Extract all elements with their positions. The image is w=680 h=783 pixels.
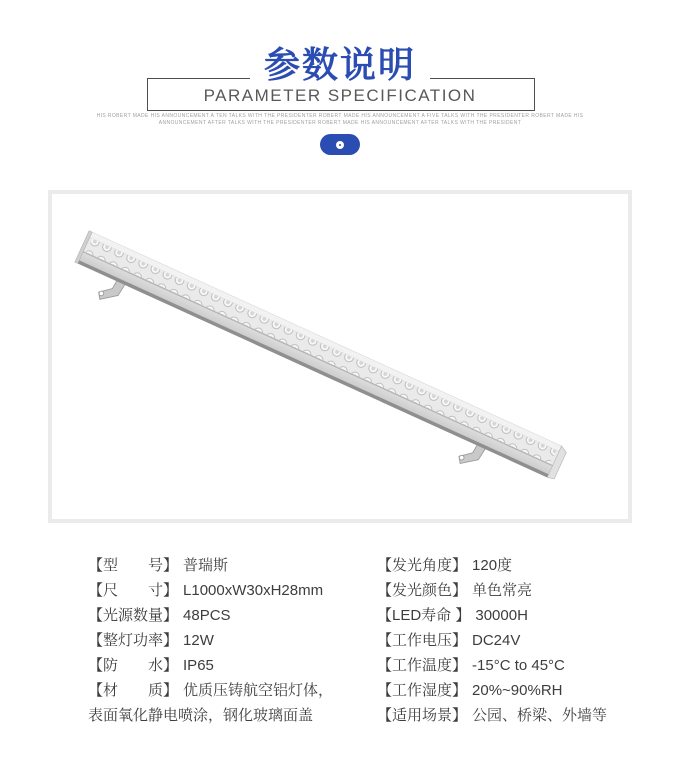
spec-label: 【材 质】 xyxy=(88,682,179,699)
bar-groove xyxy=(83,251,553,466)
spec-label: 【适用场景】 xyxy=(377,707,468,724)
spec-value: 普瑞斯 xyxy=(183,557,229,574)
spec-value: 单色常亮 xyxy=(472,582,533,599)
spec-label: 【防 水】 xyxy=(88,657,179,674)
spec-row-size xyxy=(88,578,333,603)
spec-row-beam-angle xyxy=(377,553,607,578)
spec-row-power xyxy=(88,628,333,653)
spec-label: 【LED寿命 】 xyxy=(377,607,471,624)
spec-label: 【光源数量】 xyxy=(88,607,179,624)
spec-label: 【发光角度】 xyxy=(377,557,468,574)
spec-value: 48PCS xyxy=(183,607,231,624)
spec-value: 20%~90%RH xyxy=(472,682,563,699)
led-strip xyxy=(86,239,556,464)
spec-label: 【整灯功率】 xyxy=(88,632,179,649)
bar-bottom-edge xyxy=(78,260,549,477)
spec-label: 【工作湿度】 xyxy=(377,682,468,699)
bar-top-rim xyxy=(90,232,562,451)
spec-column-right xyxy=(377,553,607,728)
decorative-filler-text xyxy=(0,113,680,127)
led-bar xyxy=(65,231,568,502)
spec-value: DC24V xyxy=(472,632,521,649)
page-subtitle: PARAMETER SPECIFICATION xyxy=(203,86,477,105)
spec-value: 优质压铸航空铝灯体， xyxy=(183,682,334,699)
ring-icon xyxy=(336,141,344,149)
spec-label: 【型 号】 xyxy=(88,557,179,574)
spec-label: 【尺 寸】 xyxy=(88,582,179,599)
spec-row-material-cont xyxy=(88,703,333,728)
spec-value: 公园、桥梁、外墙等 xyxy=(472,707,608,724)
spec-row-voltage xyxy=(377,628,607,653)
spec-value: 120度 xyxy=(472,557,513,574)
filler-line-1: HIS ROBERT MADE HIS ANNOUNCEMENT A TEN TALKS WITH THE PRESIDENTER ROBERT MADE HIS ANNOUNCEMENT A FIVE TALKS WITH THE PRESIDENTER ROBERT MADE HIS xyxy=(96,113,584,119)
spec-row-model xyxy=(88,553,333,578)
spec-row-led-count xyxy=(88,603,333,628)
spec-label: 【工作电压】 xyxy=(377,632,468,649)
spec-row-material xyxy=(88,678,333,703)
product-image xyxy=(52,194,628,519)
divider-pill-icon xyxy=(320,134,360,155)
spec-label: 【发光颜色】 xyxy=(377,582,468,599)
spec-row-led-life xyxy=(377,603,607,628)
filler-line-2: ANNOUNCEMENT AFTER TALKS WITH THE PRESIDENTER ROBERT MADE HIS ANNOUNCEMENT AFTER TALKS WITH THE PRESIDENT xyxy=(158,120,522,126)
spec-row-waterproof xyxy=(88,653,333,678)
spec-value: 12W xyxy=(183,632,214,649)
spec-value: -15°C to 45°C xyxy=(472,657,565,674)
spec-value: 30000H xyxy=(475,607,528,624)
page-title: 参数说明 xyxy=(250,44,430,86)
spec-row-work-temp xyxy=(377,653,607,678)
spec-row-light-color xyxy=(377,578,607,603)
spec-label: 【工作温度】 xyxy=(377,657,468,674)
spec-value: L1000xW30xH28mm xyxy=(183,582,324,599)
spec-value: IP65 xyxy=(183,657,214,674)
bar-front-face xyxy=(79,251,553,474)
spec-value: 表面氧化静电喷涂，钢化玻璃面盖 xyxy=(88,707,314,724)
spec-row-humidity xyxy=(377,678,607,703)
spec-row-application xyxy=(377,703,607,728)
product-image-frame xyxy=(48,190,632,523)
spec-column-left xyxy=(88,553,333,728)
